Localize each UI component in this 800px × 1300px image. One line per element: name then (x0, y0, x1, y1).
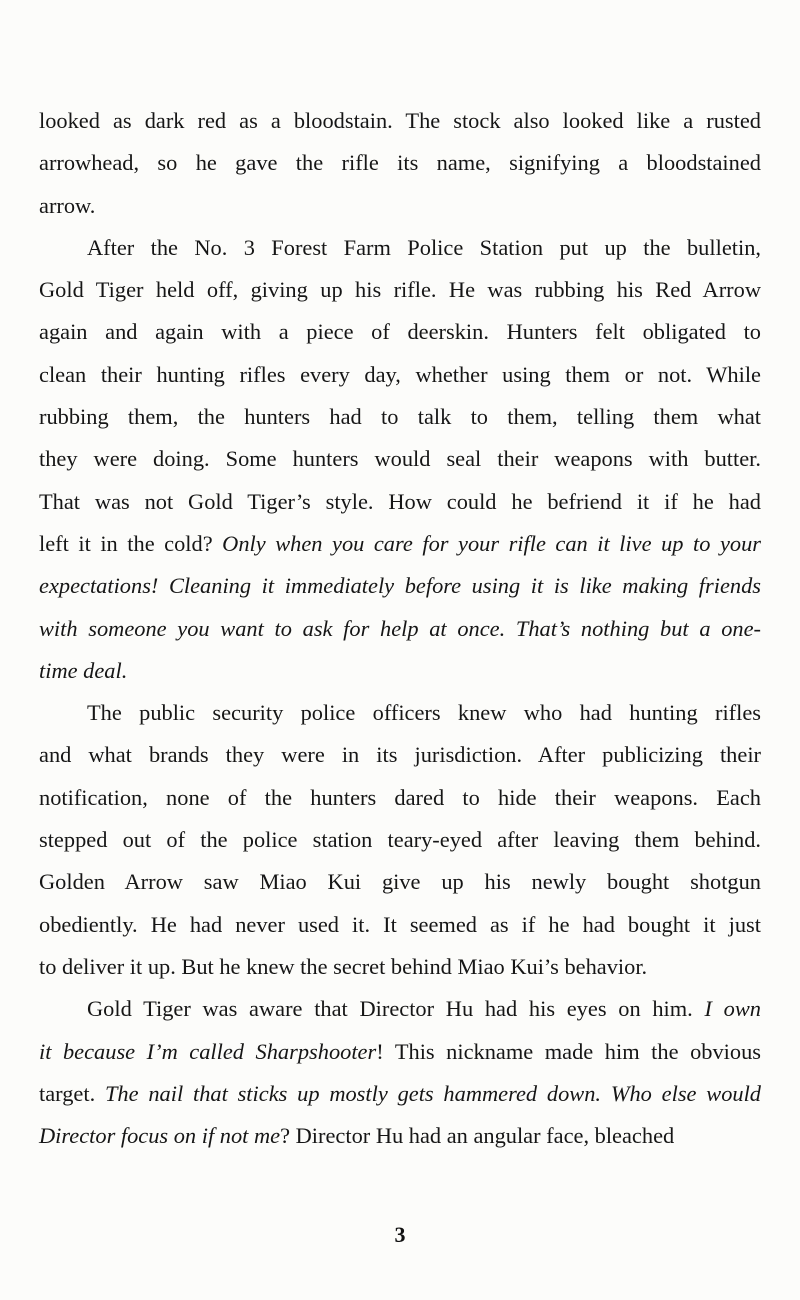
text-line (39, 946, 761, 988)
text-run: target. (39, 1080, 105, 1106)
text-run: ? Director Hu had an angular face, bleached (280, 1123, 675, 1149)
text-line (39, 692, 761, 734)
text-line (39, 523, 761, 565)
text-line (39, 777, 761, 819)
text-run: After the No. 3 Forest Farm Police Station put up the bulletin, (87, 234, 761, 260)
text-line (39, 354, 761, 396)
text-run: arrow. (39, 192, 96, 218)
text-line (39, 1031, 761, 1073)
text-line (39, 311, 761, 353)
text-line (39, 142, 761, 184)
italic-text: it because I’m called Sharpshooter (39, 1038, 377, 1064)
text-run: looked as dark red as a bloodstain. The stock also looked like a rusted (39, 108, 761, 133)
italic-text: Director focus on if not me (39, 1123, 281, 1149)
page-number: 3 (394, 1222, 406, 1247)
text-run: again and again with a piece of deerskin. Hunters felt obligated to (39, 319, 761, 345)
text-line (39, 819, 761, 861)
text-line (39, 904, 761, 946)
italic-text: Only when you care for your rifle can it live up to your (222, 530, 761, 556)
text-line (39, 734, 761, 776)
text-line (39, 396, 761, 438)
text-line (39, 650, 761, 692)
text-run: arrowhead, so he gave the rifle its name, signifying a bloodstained (39, 150, 761, 176)
body-text (39, 100, 761, 1157)
text-line (39, 608, 761, 650)
italic-text: time deal. (39, 657, 128, 683)
text-run: notification, none of the hunters dared to hide their weapons. Each (39, 784, 761, 810)
text-run: That was not Gold Tiger’s style. How could he befriend it if he had (39, 488, 761, 514)
text-line (39, 227, 761, 269)
text-line (39, 565, 761, 607)
italic-text: expectations! Cleaning it immediately before using it is like making friends (39, 573, 761, 599)
italic-text: with someone you want to ask for help at once. That’s nothing but a one- (39, 615, 761, 641)
text-run: Golden Arrow saw Miao Kui give up his newly bought shotgun (39, 869, 761, 895)
text-run: obediently. He had never used it. It seemed as if he had bought it just (39, 911, 761, 937)
text-run: clean their hunting rifles every day, whether using them or not. While (39, 361, 761, 387)
text-run: rubbing them, the hunters had to talk to them, telling them what (39, 404, 761, 430)
text-run: stepped out of the police station teary-eyed after leaving them behind. (39, 827, 761, 853)
text-run: they were doing. Some hunters would seal their weapons with butter. (39, 446, 761, 472)
text-run: The public security police officers knew who had hunting rifles (87, 700, 761, 726)
text-line (39, 481, 761, 523)
text-run: and what brands they were in its jurisdiction. After publicizing their (39, 742, 761, 768)
text-line (39, 988, 761, 1030)
italic-text: The nail that sticks up mostly gets hammered down. Who else would (104, 1080, 761, 1106)
text-line (39, 1073, 761, 1115)
text-run: left it in the cold? (39, 530, 223, 556)
text-line (39, 185, 761, 227)
text-run: Gold Tiger held off, giving up his rifle. He was rubbing his Red Arrow (39, 277, 761, 303)
italic-text: I own (704, 996, 761, 1022)
text-line (39, 100, 761, 142)
text-line (39, 269, 761, 311)
text-run: ! This nickname made him the obvious (376, 1038, 761, 1064)
text-line (39, 861, 761, 903)
text-run: to deliver it up. But he knew the secret behind Miao Kui’s behavior. (39, 953, 648, 979)
text-line (39, 1115, 761, 1157)
text-line (39, 438, 761, 480)
text-run: Gold Tiger was aware that Director Hu had his eyes on him. (87, 996, 705, 1022)
